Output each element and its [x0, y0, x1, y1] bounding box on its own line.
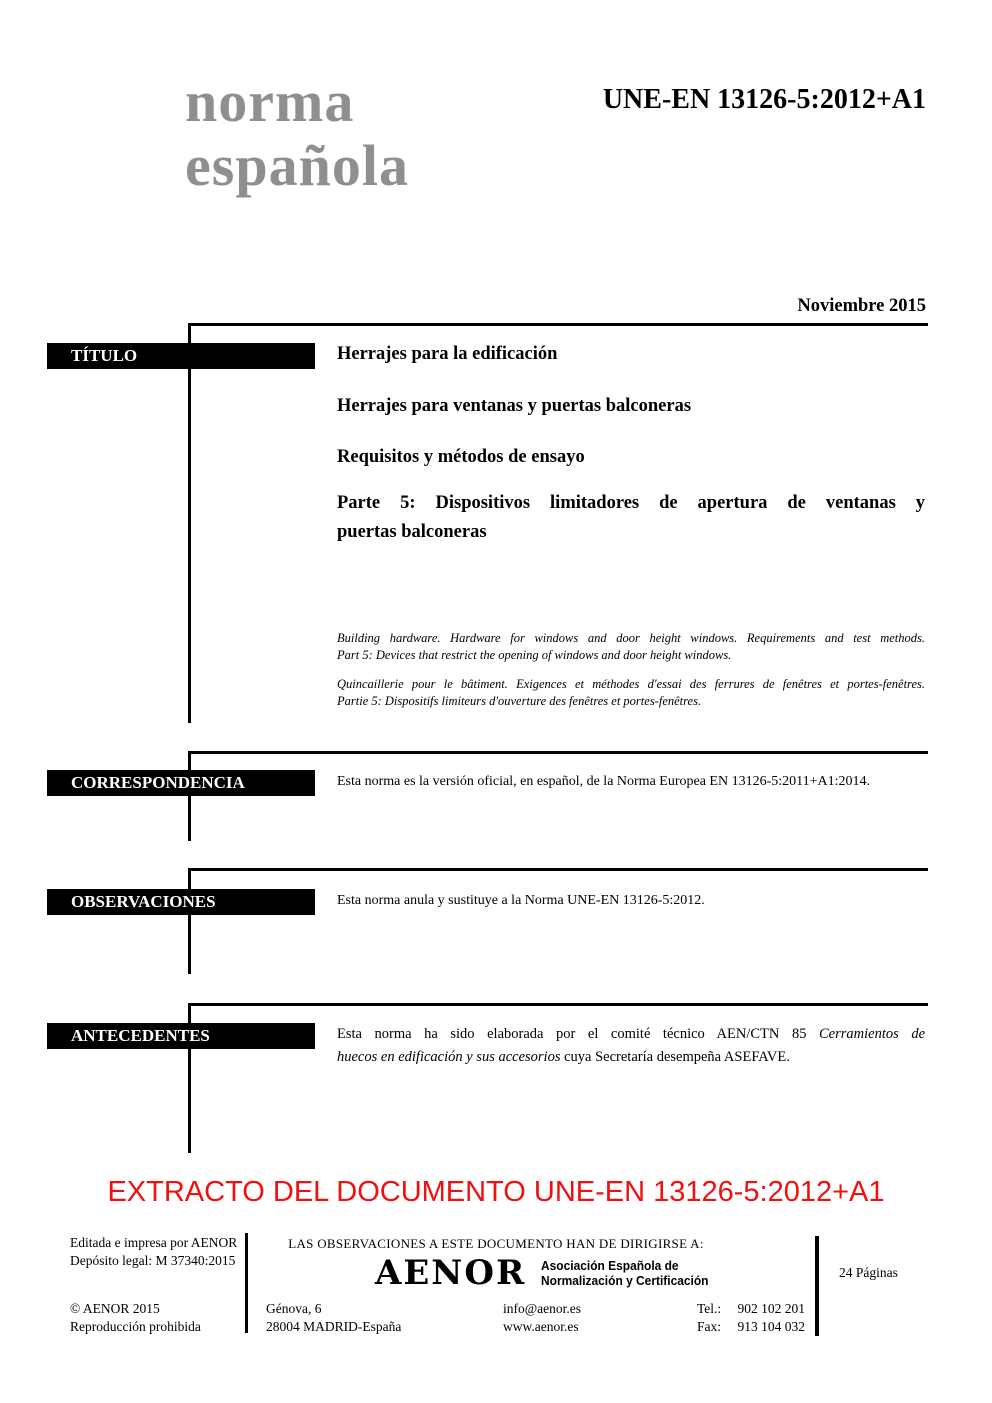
title-english-line-2: Part 5: Devices that restrict the opening of windows and door height windows.: [337, 648, 732, 662]
footer-published-by: Editada e impresa por AENOR: [70, 1235, 238, 1250]
brand-line-2: española: [185, 133, 409, 198]
vertical-rule-observaciones: [188, 868, 191, 974]
footer-address-line-2: 28004 MADRID-España: [266, 1319, 402, 1334]
horizontal-rule-correspondencia: [188, 751, 928, 754]
antecedentes-line-2: [337, 1046, 925, 1069]
footer-fax-label: Fax:: [697, 1319, 722, 1334]
footer-copyright: © AENOR 2015: [70, 1301, 160, 1316]
footer-contact-block: [503, 1300, 581, 1336]
title-english-line-1: Building hardware. Hardware for windows and door height windows. Requirements and test methods.: [337, 631, 925, 645]
title-line-1: Herrajes para la edificación: [337, 344, 558, 364]
footer-fax-row: [697, 1318, 805, 1336]
footer-email: info@aenor.es: [503, 1301, 582, 1316]
observaciones-text: Esta norma anula y sustituye a la Norma UNE-EN 13126-5:2012.: [337, 893, 705, 908]
publication-date: Noviembre 2015: [797, 296, 926, 316]
norma-espanola-logo: [185, 70, 409, 198]
footer-address-line-1: Génova, 6: [266, 1301, 322, 1316]
footer-tel-number: 902 102 201: [737, 1301, 805, 1316]
section-label-observaciones: OBSERVACIONES: [47, 889, 315, 915]
footer-observations-heading: LAS OBSERVACIONES A ESTE DOCUMENTO HAN DE DIRIGIRSE A:: [288, 1236, 704, 1251]
title-line-4a: Parte 5: Dispositivos limitadores de apertura de ventanas y: [337, 493, 925, 513]
title-line-4b: puertas balconeras: [337, 522, 487, 542]
footer-page-count: 24 Páginas: [839, 1265, 898, 1280]
antecedentes-text-italic-2: huecos en edificación y sus accesorios: [337, 1049, 561, 1065]
footer-reproduction: Reproducción prohibida: [70, 1319, 201, 1334]
section-label-titulo: TÍTULO: [47, 343, 315, 369]
footer-fax-number: 913 104 032: [737, 1319, 805, 1334]
title-line-2: Herrajes para ventanas y puertas balconeras: [337, 396, 692, 416]
vertical-rule-titulo: [188, 323, 191, 723]
footer-tel-row: [697, 1300, 805, 1318]
horizontal-rule-observaciones: [188, 868, 928, 871]
antecedentes-text-normal-2: cuya Secretaría desempeña ASEFAVE.: [560, 1049, 790, 1065]
extract-banner: EXTRACTO DEL DOCUMENTO UNE-EN 13126-5:2012+A1: [107, 1176, 885, 1208]
title-french-line-2: Partie 5: Dispositifs limiteurs d'ouverture des fenêtres et portes-fenêtres.: [337, 694, 702, 708]
footer-tel-label: Tel.:: [697, 1301, 722, 1316]
antecedentes-text-italic-1: Cerramientos de: [819, 1026, 926, 1042]
aenor-logo: AENOR: [375, 1253, 527, 1293]
horizontal-rule-titulo: [188, 323, 928, 326]
aenor-tagline: [541, 1259, 708, 1288]
footer-website: www.aenor.es: [503, 1319, 579, 1334]
footer-address-block: [266, 1300, 401, 1336]
antecedentes-line-1: [337, 1023, 925, 1046]
vertical-rule-correspondencia: [188, 751, 191, 841]
antecedentes-text-normal-1: Esta norma ha sido elaborada por el comité técnico AEN/CTN 85: [337, 1026, 820, 1042]
document-code: UNE-EN 13126-5:2012+A1: [602, 84, 926, 115]
aenor-tagline-line-1: Asociación Española de: [541, 1258, 679, 1273]
title-line-3: Requisitos y métodos de ensayo: [337, 447, 585, 467]
footer-telfax-block: [697, 1300, 805, 1336]
correspondencia-text: Esta norma es la versión oficial, en español, de la Norma Europea EN 13126-5:2011+A1:2014.: [337, 774, 871, 789]
footer-legal-deposit: Depósito legal: M 37340:2015: [70, 1253, 236, 1268]
title-french-line-1: Quincaillerie pour le bâtiment. Exigences et méthodes d'essai des ferrures de fenêtres et portes-fenêtres.: [337, 677, 925, 691]
section-label-antecedentes: ANTECEDENTES: [47, 1023, 315, 1049]
brand-line-1: norma: [185, 69, 355, 134]
horizontal-rule-antecedentes: [188, 1003, 928, 1006]
footer-copyright-block: [70, 1300, 201, 1336]
aenor-tagline-line-2: Normalización y Certificación: [541, 1272, 709, 1288]
section-label-correspondencia: CORRESPONDENCIA: [47, 770, 315, 796]
